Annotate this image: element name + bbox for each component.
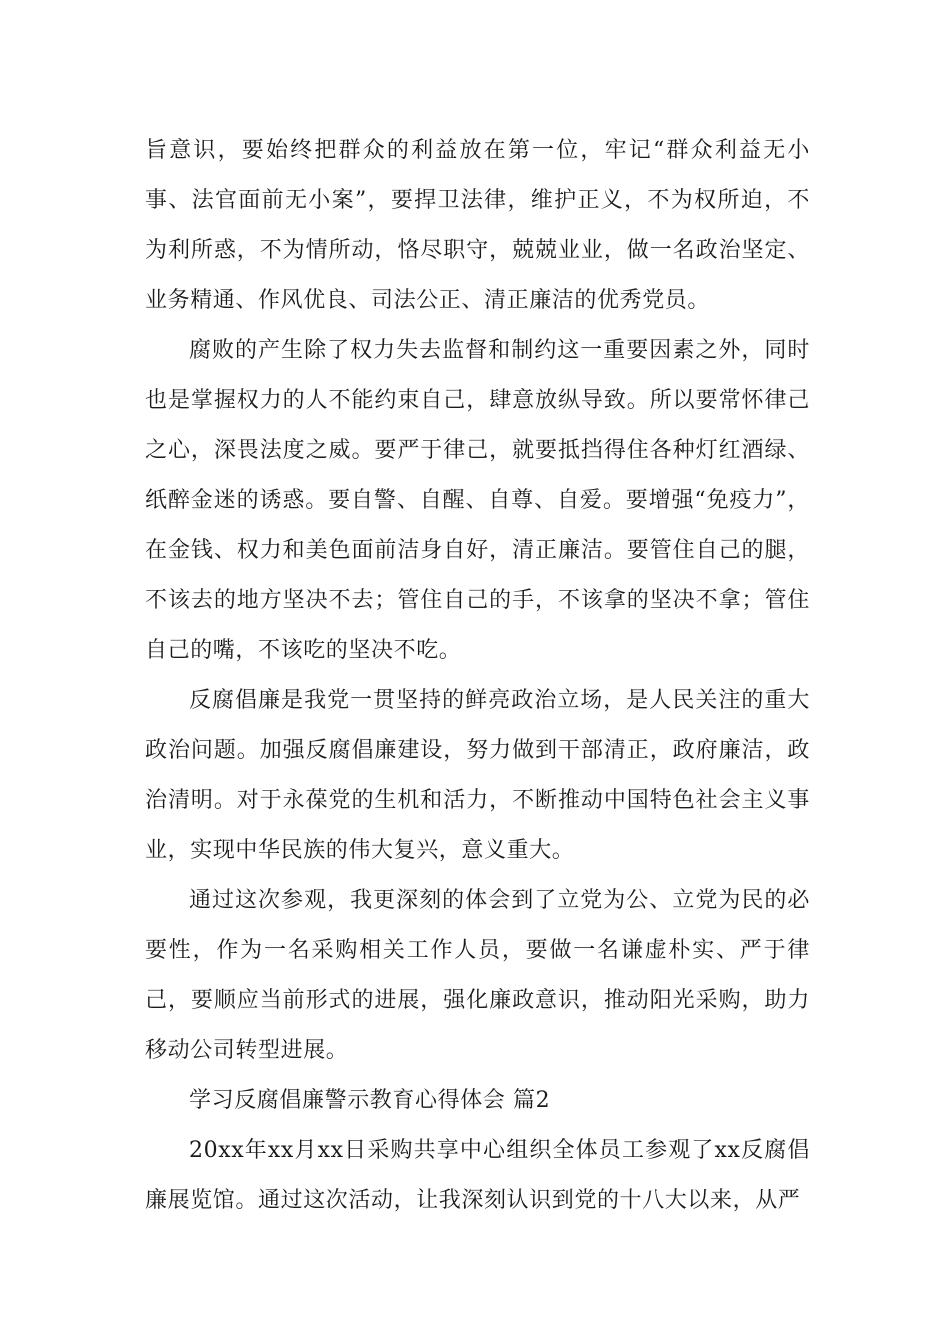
paragraph-1: 旨意识，要始终把群众的利益放在第一位，牢记“群众利益无小事、法官面前无小案”，要捍卫法律，维护正义，不为权所迫，不为利所惑，不为情所动，恪尽职守，兢兢业业，做一名政治坚定、业务精通、作风优良、司法公正、清正廉洁的优秀党员。 <box>145 138 810 313</box>
paragraph-4: 通过这次参观，我更深刻的体会到了立党为公、立党为民的必要性，作为一名采购相关工作人员，要做一名谦虚朴实、严于律己，要顺应当前形式的进展，强化廉政意识，推动阳光采购，助力移动公司转型进展。 <box>145 888 810 1063</box>
document-body <box>145 126 810 1226</box>
section-heading: 学习反腐倡廉警示教育心得体会 篇2 <box>189 1088 551 1113</box>
paragraph-3: 反腐倡廉是我党一贯坚持的鲜亮政治立场，是人民关注的重大政治问题。加强反腐倡廉建设，努力做到干部清正，政府廉洁，政治清明。对于永葆党的生机和活力，不断推动中国特色社会主义事业，实现中华民族的伟大复兴，意义重大。 <box>145 688 810 863</box>
paragraph-2: 腐败的产生除了权力失去监督和制约这一重要因素之外，同时也是掌握权力的人不能约束自己，肆意放纵导致。所以要常怀律己之心，深畏法度之威。要严于律己，就要抵挡得住各种灯红酒绿、纸醉金迷的诱惑。要自警、自醒、自尊、自爱。要增强“免疫力”，在金钱、权力和美色面前洁身自好，清正廉洁。要管住自己的腿，不该去的地方坚决不去；管住自己的手，不该拿的坚决不拿；管住自己的嘴，不该吃的坚决不吃。 <box>145 338 810 663</box>
paragraph-5: 20xx年xx月xx日采购共享中心组织全体员工参观了xx反腐倡廉展览馆。通过这次活动，让我深刻认识到党的十八大以来，从严 <box>145 1138 810 1213</box>
